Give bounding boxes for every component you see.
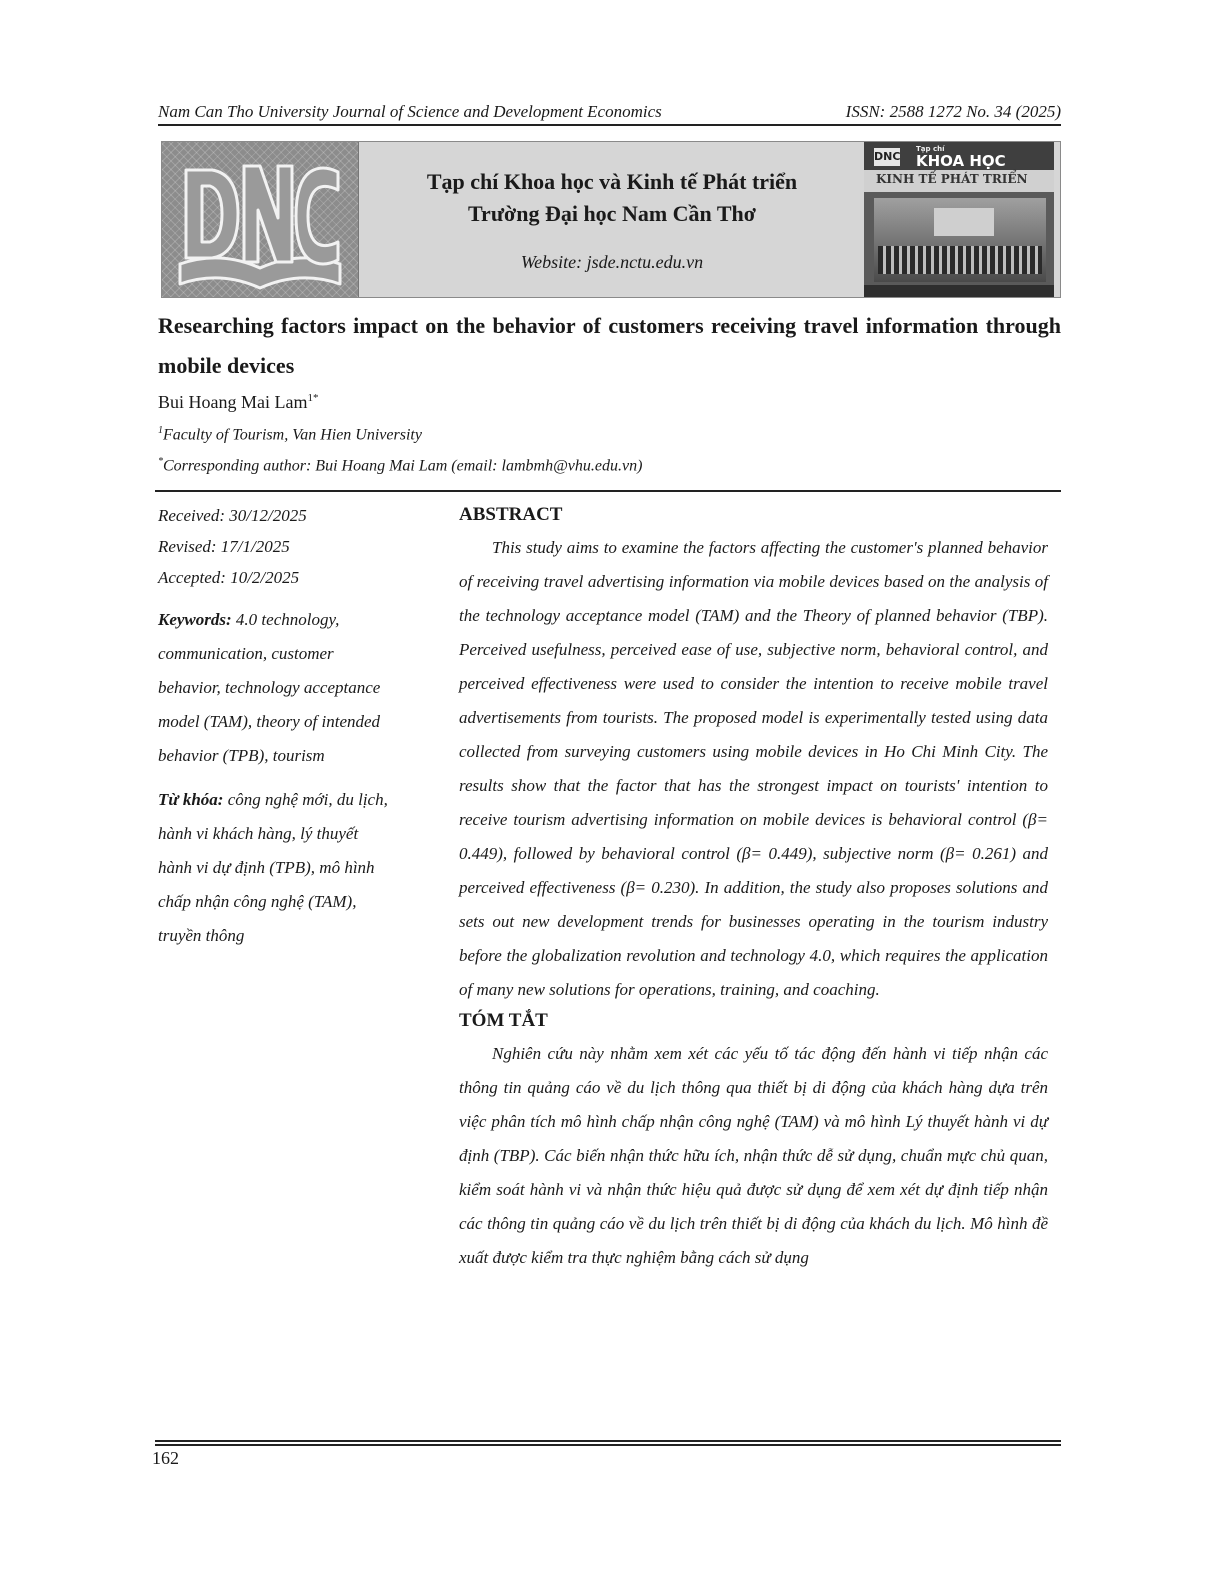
corresponding-author: Corresponding author: Bui Hoang Mai Lam (email: lambmh@vhu.edu.vn) xyxy=(163,457,643,475)
author-name: Bui Hoang Mai Lam xyxy=(158,392,308,412)
keywords-vi-text: công nghệ mới, du lịch, hành vi khách hàng, lý thuyết hành vi dự định (TPB), mô hình chấp nhận công nghệ (TAM), truyền thông xyxy=(158,790,388,945)
cover-band-text: KINH TẾ PHÁT TRIỂN xyxy=(876,172,1028,186)
banner-title-line1: Tạp chí Khoa học và Kinh tế Phát triển xyxy=(426,169,798,194)
banner-website[interactable]: Website: jsde.nctu.edu.vn xyxy=(520,252,704,272)
footer-rule-top xyxy=(155,1440,1061,1442)
cover-small-text: Tạp chí xyxy=(916,145,945,153)
cover-band xyxy=(864,170,1054,192)
dnc-logo-icon xyxy=(162,142,359,297)
header-rule xyxy=(158,124,1061,126)
cover-photo xyxy=(874,198,1046,282)
journal-cover-image xyxy=(864,142,1054,297)
keywords-text: 4.0 technology, communication, customer behavior, technology acceptance model (TAM), theory of intended behavior (TPB), tourism xyxy=(158,610,381,765)
accepted-date: Accepted: 10/2/2025 xyxy=(158,568,300,587)
footer-rule-bottom xyxy=(155,1444,1061,1446)
author-line xyxy=(158,392,318,413)
journal-name: Nam Can Tho University Journal of Science and Development Economics xyxy=(158,102,662,121)
abstract-heading: ABSTRACT xyxy=(459,504,563,525)
author-sup: 1* xyxy=(307,392,319,404)
affiliation: Faculty of Tourism, Van Hien University xyxy=(163,426,422,444)
cover-photo-people xyxy=(878,246,1042,274)
cover-logo-icon: DNC xyxy=(874,148,900,166)
cover-photo-stage xyxy=(934,208,994,236)
dnc-logo-graphic xyxy=(172,146,348,292)
received-date: Received: 30/12/2025 xyxy=(158,506,307,525)
affiliation-sup: 1 xyxy=(158,425,163,436)
summary-vi-text: Nghiên cứu này nhằm xem xét các yếu tố tác động đến hành vi tiếp nhận các thông tin quảng cáo về du lịch thông qua thiết bị di động của khách hàng dựa trên việc phân tích mô hình chấp nhận công nghệ (TAM) và mô hình Lý thuyết hành vi dự định (TBP). Các biến nhận thức hữu ích, nhận thức dễ sử dụng, chuẩn mực chủ quan, kiểm soát hành vi và nhận thức hiệu quả được sử dụng để xem xét dự định tiếp nhận các thông tin quảng cáo về du lịch trên thiết bị di động của khách du lịch. Mô hình đề xuất được kiểm tra thực nghiệm bằng cách sử dụng xyxy=(459,1044,1048,1267)
title-rule xyxy=(155,490,1061,492)
article-info-sidebar xyxy=(158,500,394,953)
corresponding-sup: * xyxy=(158,456,163,467)
cover-footer-strip xyxy=(864,285,1054,297)
abstract-text: This study aims to examine the factors affecting the customer's planned behavior of receiving travel advertising information via mobile devices based on the analysis of the technology acceptance model (TAM) and the Theory of planned behavior (TBP). Perceived usefulness, perceived ease of use, subjective norm, behavioral control, and perceived effectiveness were used to consider the intention to receive mobile travel advertisements from tourists. The proposed model is experimentally tested using data collected from surveying customers using mobile devices in Ho Chi Minh City. The results show that the factor that has the strongest impact on tourists' intention to receive tourism advertising information on mobile devices is behavioral control (β= 0.449), followed by behavioral control (β= 0.449), subjective norm (β= 0.261) and perceived effectiveness (β= 0.230). In addition, the study also proposes solutions and sets out new development trends for businesses operating in the tourism industry before the globalization revolution and technology 4.0, which requires the application of many new solutions for operations, training, and coaching. xyxy=(459,538,1048,999)
keywords-label: Keywords: xyxy=(158,610,232,629)
keywords-vi-label: Từ khóa: xyxy=(158,790,224,809)
summary-vi-heading: TÓM TẮT xyxy=(459,1010,548,1031)
running-header xyxy=(158,98,1061,122)
keywords-block xyxy=(158,603,394,773)
issn-issue: ISSN: 2588 1272 No. 34 (2025) xyxy=(845,102,1061,121)
journal-banner xyxy=(161,141,1061,298)
affiliation-line xyxy=(158,425,422,444)
banner-title xyxy=(362,166,862,230)
cover-header xyxy=(864,142,1054,170)
article-dates xyxy=(158,500,394,593)
cover-big-text: KHOA HỌC xyxy=(916,152,1006,170)
banner-text xyxy=(362,142,862,297)
article-title: Researching factors impact on the behavior of customers receiving travel information through mobile devices xyxy=(158,313,1061,378)
revised-date: Revised: 17/1/2025 xyxy=(158,537,290,556)
corresponding-line xyxy=(158,456,642,475)
page-number: 162 xyxy=(152,1448,179,1468)
banner-title-line2: Trường Đại học Nam Cần Thơ xyxy=(468,201,756,226)
keywords-vi-block xyxy=(158,783,394,953)
abstract-column xyxy=(459,501,1048,1275)
